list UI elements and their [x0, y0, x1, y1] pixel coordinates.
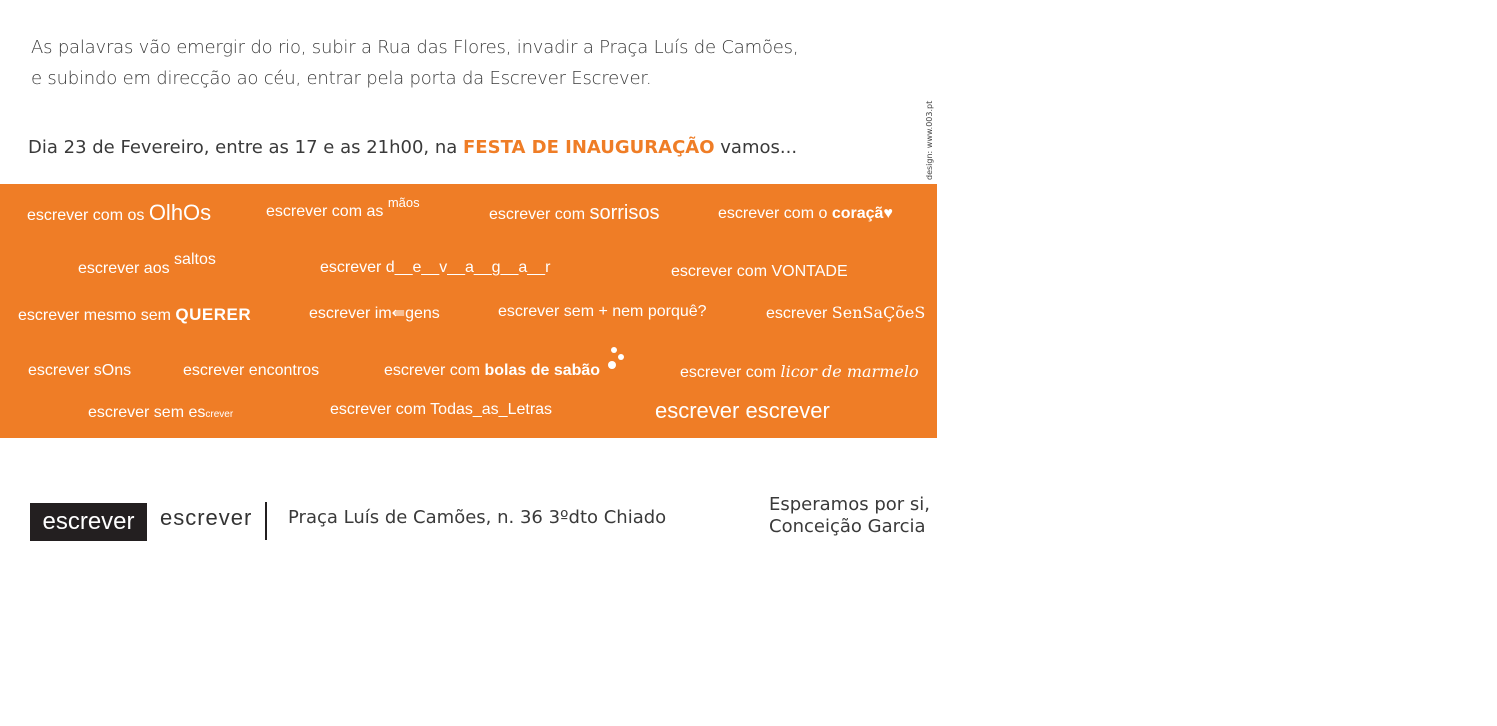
logo-light: escrever — [160, 505, 253, 530]
signoff — [769, 494, 930, 538]
design-credit — [921, 102, 939, 182]
footer-divider — [265, 502, 267, 540]
phrase-maos-word: mãos — [387, 195, 420, 210]
phrase-imagens: escrever im⇚gens — [309, 305, 440, 322]
phrase-sons-prefix: escrever — [28, 362, 94, 379]
phrase-bolas-word: bolas de sabão — [484, 362, 601, 379]
event-after-text: vamos... — [714, 137, 798, 158]
phrase-porque: escrever sem + nem porquê? — [498, 303, 707, 320]
phrase-olhos-prefix: escrever com os — [27, 207, 149, 224]
phrase-sorrisos — [489, 202, 659, 225]
phrase-bolas — [384, 362, 600, 380]
phrase-coracao-word: coraçã — [831, 205, 884, 222]
intro-line-2: e subindo em direcção ao céu, entrar pela porta da Escrever Escrever. — [31, 68, 652, 89]
phrase-sorrisos-word: sorrisos — [589, 202, 660, 224]
design-credit-text: design: www.003.pt — [925, 100, 934, 180]
phrase-licor-word: licor de marmelo — [780, 362, 919, 381]
phrase-querer-word: QUERER — [175, 305, 252, 324]
phrase-sensacoes-prefix: escrever — [766, 305, 832, 322]
phrase-sorrisos-prefix: escrever com — [489, 206, 590, 223]
intro-text — [31, 32, 851, 94]
phrase-vontade: escrever com VONTADE — [671, 263, 848, 280]
event-highlight: FESTA DE INAUGURAÇÃO — [463, 137, 715, 158]
phrase-sem-escrever — [88, 404, 233, 422]
event-announcement — [28, 137, 797, 158]
phrase-coracao — [718, 205, 893, 223]
phrase-sensacoes-word: SenSaÇõeS — [831, 303, 926, 322]
phrase-coracao-prefix: escrever com o — [718, 205, 832, 222]
phrase-licor-prefix: escrever com — [680, 364, 781, 381]
phrase-sensacoes — [766, 303, 925, 323]
phrase-encontros: escrever encontros — [183, 362, 320, 379]
phrase-olhos-word: OlhOs — [148, 200, 212, 225]
phrase-licor — [680, 362, 919, 382]
phrase-saltos-prefix: escrever aos — [78, 260, 175, 277]
phrase-letras: escrever com Todas_as_Letras — [330, 401, 553, 418]
phrase-olhos — [27, 200, 211, 226]
logo-dark: escrever — [30, 503, 147, 541]
address: Praça Luís de Camões, n. 36 3ºdto Chiado — [288, 507, 667, 528]
signoff-line-2: Conceição Garcia — [769, 516, 926, 537]
phrase-querer — [18, 305, 251, 325]
phrase-bolas-prefix: escrever com — [384, 362, 485, 379]
phrase-escrever-escrever: escrever escrever — [655, 398, 830, 423]
phrase-sem-escrever-prefix: escrever sem es — [88, 404, 206, 421]
phrase-devagar: escrever d__e__v__a__g__a__r — [320, 259, 551, 276]
phrase-sem-escrever-tail: crever — [205, 409, 234, 420]
signoff-line-1: Esperamos por si, — [769, 494, 930, 515]
phrase-sons-word: sOns — [93, 362, 132, 379]
phrase-saltos-word: saltos — [174, 251, 216, 268]
intro-line-1: As palavras vão emergir do rio, subir a Rua das Flores, invadir a Praça Luís de Camões, — [31, 37, 799, 58]
phrase-querer-prefix: escrever mesmo sem — [18, 307, 176, 324]
phrase-maos — [266, 195, 420, 221]
heart-icon: ♥ — [883, 205, 893, 222]
phrase-sons — [28, 362, 131, 380]
phrase-maos-prefix: escrever com as — [266, 203, 388, 220]
soap-bubbles-icon — [606, 346, 628, 372]
event-date-text: Dia 23 de Fevereiro, entre as 17 e as 21h00, na — [28, 137, 464, 158]
phrase-saltos — [78, 251, 216, 278]
phrases-band — [0, 184, 937, 438]
